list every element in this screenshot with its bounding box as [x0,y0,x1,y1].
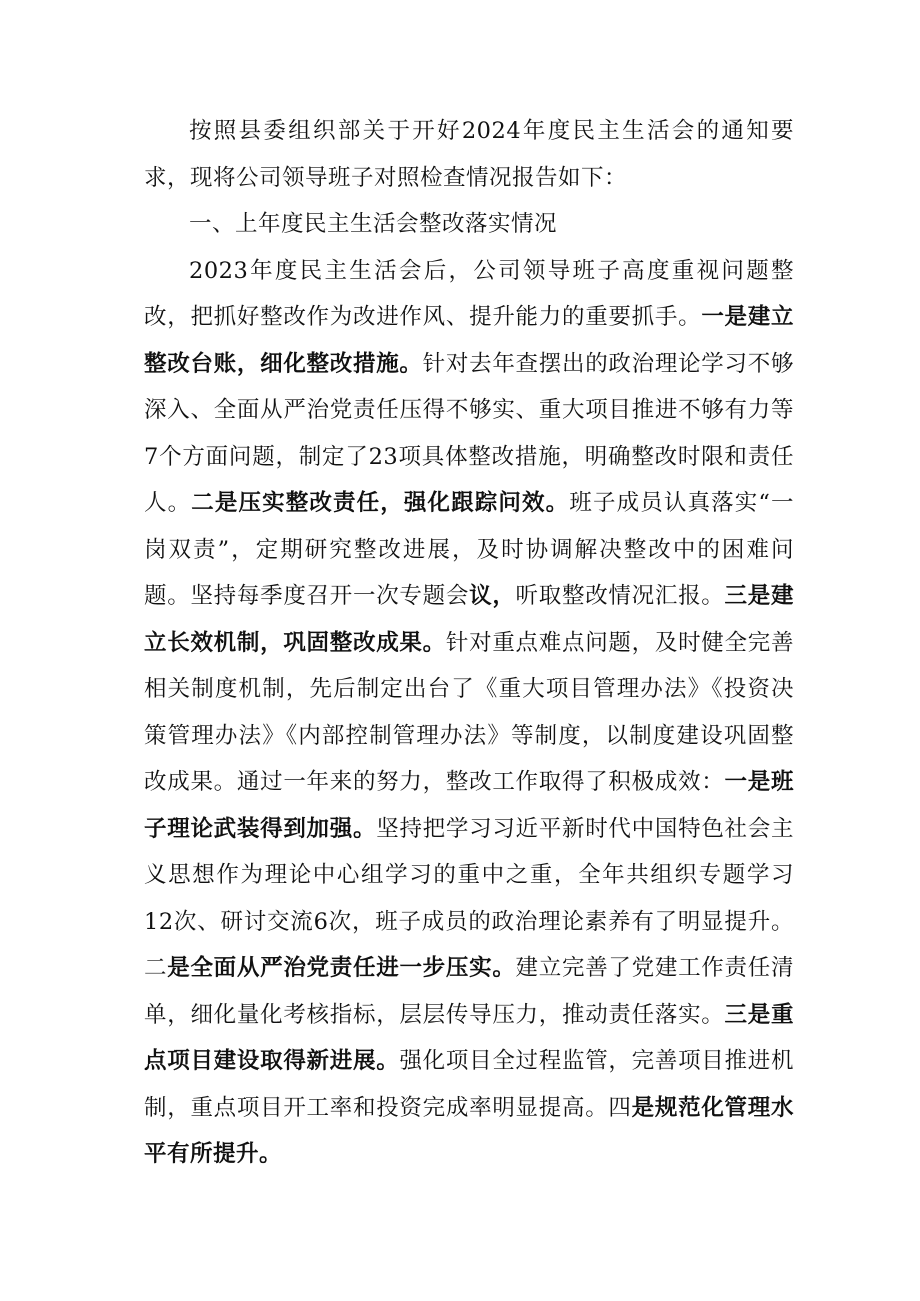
bold-text-segment: 三是建立长效机制，巩固整改成果。 [144,583,794,656]
text-segment: 听取整改情况汇报。 [515,583,725,609]
text-segment: 针对重点难点问题，及时健全完善相关制度机制，先后制定出台了《重大项目管理办法》《投资决策管理办法》《内部控制管理办法》等制度，以制度建设巩固整改成果。通过一年来的努力，整改工作取得了积极成效： [144,629,794,795]
bold-text-segment: 一是班子理论武装得到加强。 [144,769,794,842]
text-segment: 针对去年查摆出的政治理论学习不够深入、全面从严治党责任压得不够实、重大项目推进不够有力等7个方面问题，制定了23项具体整改措施，明确整改时限和责任人。 [144,350,794,516]
section-heading: 一、上年度民主生活会整改落实情况 [189,211,558,237]
text-segment: 坚持把学习习近平新时代中国特色社会主义思想作为理论中心组学习的重中之重，全年共组织专题学习12次、研讨交流6次，班子成员的政治理论素养有了明显提升。二 [144,815,794,981]
bold-text-segment: 三是重点项目建设取得新进展。 [144,1001,794,1074]
text-segment: 强化项目全过程监管，完善项目推进机制，重点项目开工率和投资完成率明显提高。四 [144,1048,794,1121]
text-segment: 建立完善了党建工作责任清单，细化量化考核指标，层层传导压力，推动责任落实。 [144,955,794,1028]
bold-text-segment: 一是建立整改台账，细化整改措施。 [144,304,794,377]
text-segment: 2023年度民主生活会后，公司领导班子高度重视问题整改，把抓好整改作为改进作风、提升能力的重要抓手。 [144,257,794,330]
bold-text-segment: 议， [469,583,516,609]
bold-text-segment: 二是压实整改责任，强化跟踪问效。 [191,490,570,516]
bold-text-segment: 是规范化管理水平有所提升。 [144,1094,794,1167]
section-body-paragraph [144,248,794,1178]
document-body [144,108,794,1178]
text-segment: 班子成员认真落实“一岗双责”，定期研究整改进展，及时协调解决整改中的困难问题。坚持每季度召开一次专题会 [144,490,794,609]
intro-paragraph: 按照县委组织部关于开好2024年度民主生活会的通知要求，现将公司领导班子对照检查情况报告如下： [144,118,794,191]
bold-text-segment: 是全面从严治党责任进一步压实。 [167,955,516,981]
